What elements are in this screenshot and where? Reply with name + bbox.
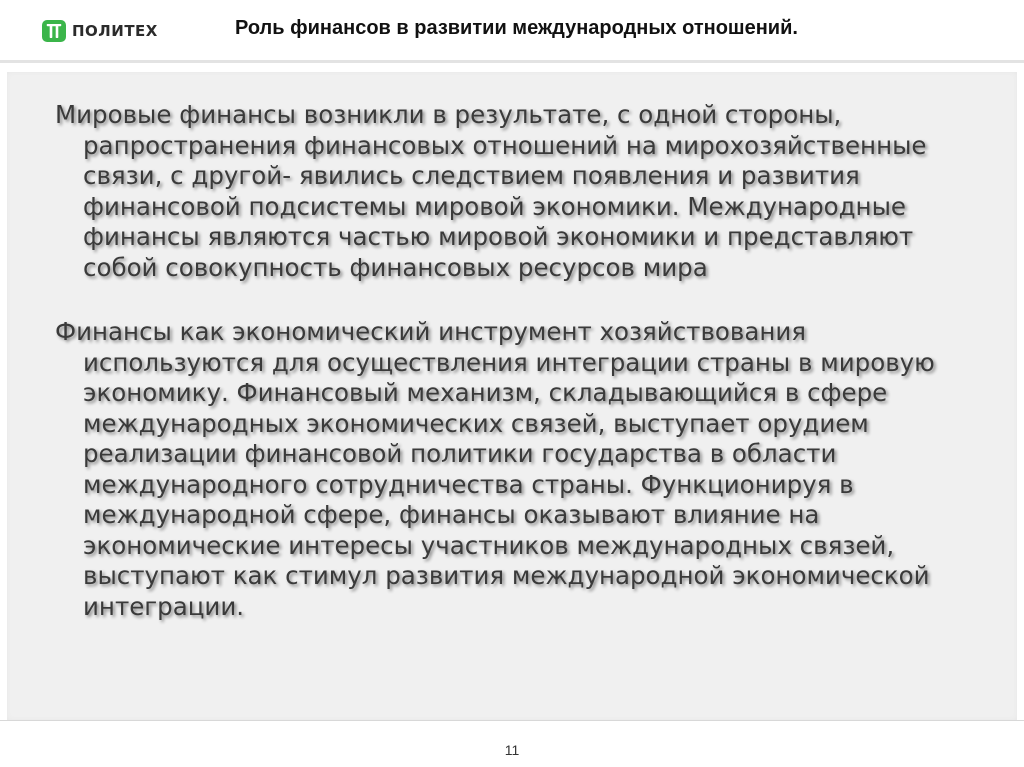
- header-divider: [0, 60, 1024, 63]
- slide-content: [7, 72, 1017, 720]
- slide-header: [0, 0, 1024, 62]
- slide-title: Роль финансов в развитии международных отношений.: [235, 17, 798, 39]
- footer-divider: [0, 720, 1024, 721]
- paragraph-finance-instrument: Финансы как экономический инструмент хозяйствования используются для осуществления интеграции страны в мировую экономику. Финансовый механизм, складывающийся в сфере международных экономических связей, выступает орудием реализации финансовой политики государства в области международного сотрудничества страны. Функционируя в международной сфере, финансы оказывают влияние на экономические интересы участников международных связей, выступают как стимул развития международной экономической интеграции.: [55, 317, 935, 621]
- politech-logo-icon: [42, 20, 66, 42]
- paragraph-world-finance: Мировые финансы возникли в результате, с одной стороны, рапространения финансовых отношений на мирохозяйственные связи, с другой- явились следствием появления и развития финансовой подсистемы мировой экономики. Международные финансы являются частью мировой экономики и представляют собой совокупность финансовых ресурсов мира: [55, 100, 927, 282]
- page-number: 11: [504, 742, 520, 758]
- brand-logo: [42, 20, 158, 42]
- brand-name: ПОЛИТЕХ: [72, 22, 158, 40]
